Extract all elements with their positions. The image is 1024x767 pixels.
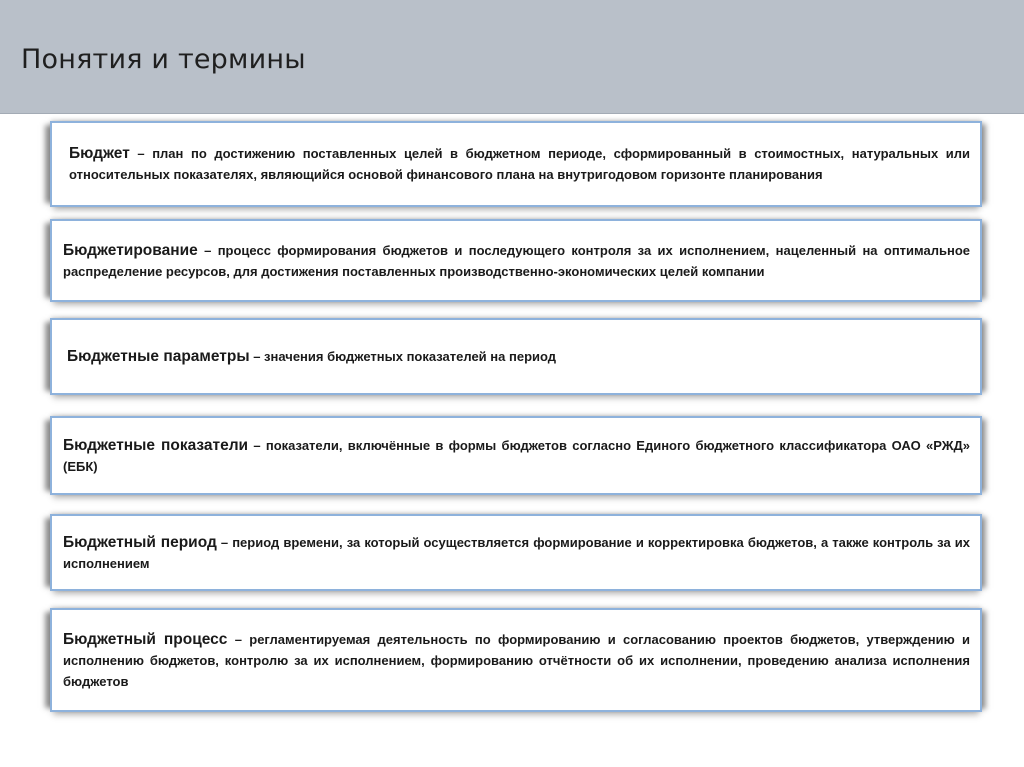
definition-body: – значения бюджетных показателей на период bbox=[249, 349, 557, 364]
definition-box-budgeting bbox=[50, 219, 982, 302]
definition-body: – процесс формирования бюджетов и последующего контроля за их исполнением, нацеленный на оптимальное распределение ресурсов, для достижения поставленных производственно-экономических целей компании bbox=[63, 242, 970, 279]
definition-body: – регламентируемая деятельность по формированию и согласованию проектов бюджетов, утверждению и исполнению бюджетов, контролю за их исполнением, формированию отчётности об их исполнении, проведению анализа исполнения бюджетов bbox=[63, 631, 970, 689]
definition-box-budget-process bbox=[50, 608, 982, 712]
definition-body: – план по достижению поставленных целей в бюджетном периоде, сформированный в стоимостных, натуральных или относительных показателях, являющийся основой финансового плана на внутригодовом горизонте планирования bbox=[69, 146, 970, 182]
definition-box-budget-period bbox=[50, 514, 982, 591]
definition-text bbox=[63, 629, 970, 692]
definition-text bbox=[63, 435, 970, 477]
definition-term: Бюджет bbox=[69, 145, 130, 162]
definition-term: Бюджетный период bbox=[63, 533, 217, 551]
definition-body: – период времени, за который осуществляется формирование и корректировка бюджетов, а также контроль за их исполнением bbox=[63, 534, 970, 571]
definition-text bbox=[63, 532, 970, 574]
definition-text bbox=[63, 240, 970, 282]
definition-text bbox=[63, 143, 970, 185]
definition-box-budget-parameters bbox=[50, 318, 982, 395]
definition-box-budget bbox=[50, 121, 982, 207]
definition-term: Бюджетный процесс bbox=[63, 630, 228, 648]
page-title: Понятия и термины bbox=[21, 44, 306, 75]
definition-term: Бюджетирование bbox=[63, 241, 198, 259]
definition-term: Бюджетные показатели bbox=[63, 436, 249, 454]
definition-body: – показатели, включённые в формы бюджетов согласно Единого бюджетного классификатора ОАО «РЖД» (ЕБК) bbox=[63, 437, 970, 474]
definition-text bbox=[63, 346, 970, 367]
slide-header bbox=[0, 0, 1024, 114]
definition-term: Бюджетные параметры bbox=[67, 348, 250, 365]
definition-box-budget-indicators bbox=[50, 416, 982, 495]
